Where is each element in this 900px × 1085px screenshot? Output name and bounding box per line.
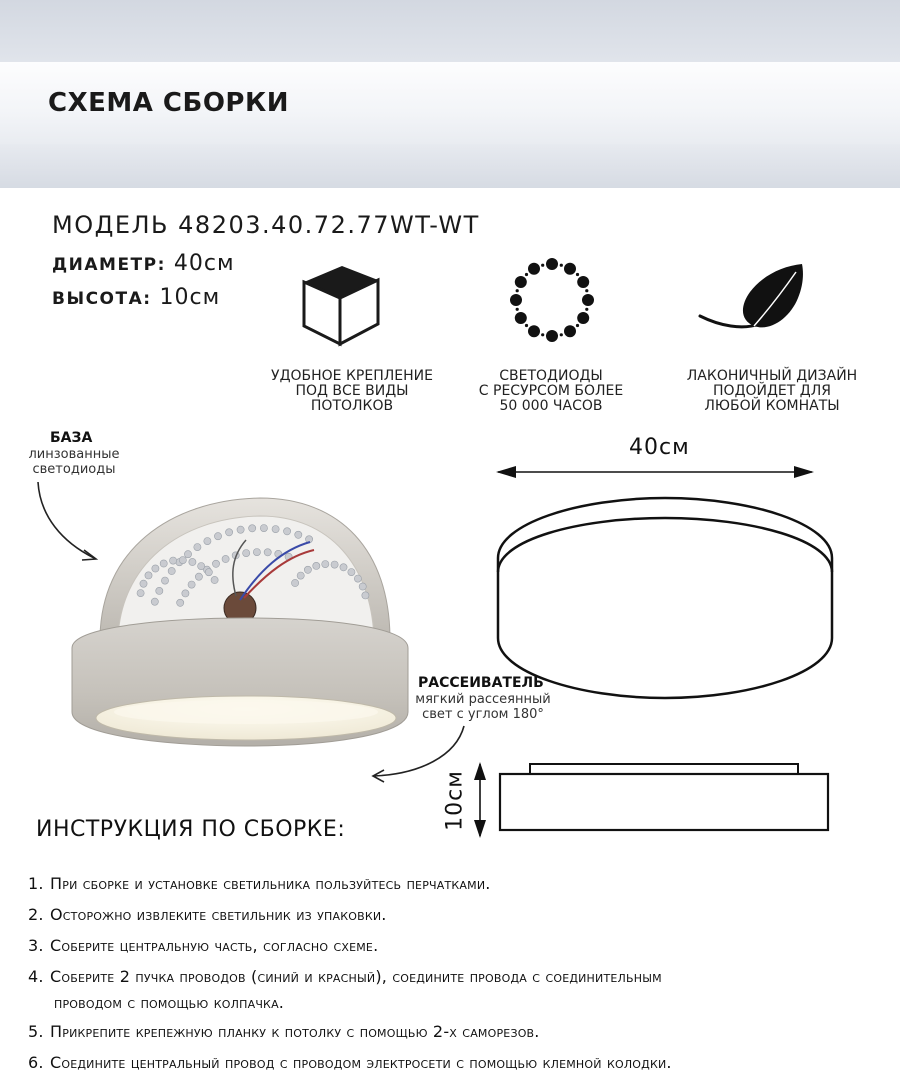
- lens-led: [354, 575, 361, 582]
- step-number: 5.: [28, 1022, 44, 1041]
- lens-led: [226, 529, 233, 536]
- lens-led: [152, 565, 159, 572]
- lens-led: [348, 569, 355, 576]
- base-callout-line1: линзованные: [28, 447, 120, 462]
- lens-led: [137, 590, 144, 597]
- height-dimension-arrow: [468, 760, 492, 840]
- cube-icon: [300, 262, 380, 346]
- feature-design-line3: ЛЮБОЙ КОМНАТЫ: [704, 398, 840, 414]
- width-dimension-arrow: [494, 462, 816, 482]
- lens-led: [260, 525, 267, 532]
- lens-led: [292, 579, 299, 586]
- feature-design: [672, 369, 872, 414]
- lens-led: [222, 555, 229, 562]
- instruction-step-4: [28, 961, 894, 1016]
- feature-leds: [451, 369, 651, 414]
- led-ring-icon: [505, 256, 600, 346]
- led-dot: [528, 325, 540, 337]
- led-connector: [516, 308, 519, 311]
- led-dot: [515, 312, 527, 324]
- led-connector: [576, 273, 579, 276]
- lens-led: [198, 563, 205, 570]
- model-spec: МОДЕЛЬ 48203.40.72.77WT-WT: [52, 211, 480, 239]
- led-dot: [577, 276, 589, 288]
- led-dot: [577, 312, 589, 324]
- lens-led: [184, 551, 191, 558]
- instruction-step-1: [28, 868, 894, 899]
- led-connector: [585, 289, 588, 292]
- lens-led: [160, 560, 167, 567]
- led-dot: [510, 294, 522, 306]
- lens-led: [297, 572, 304, 579]
- diameter-label: ДИАМЕТР:: [52, 255, 166, 275]
- led-dot: [564, 263, 576, 275]
- base-callout-title: БАЗА: [50, 430, 93, 446]
- led-connector: [525, 324, 528, 327]
- lens-led: [179, 557, 186, 564]
- led-dot: [546, 258, 558, 270]
- lamp-side-drawing: [494, 760, 834, 834]
- step-text: Соедините центральный провод с проводом электросети с помощью клемной колодки.: [50, 1053, 672, 1072]
- led-connector: [516, 289, 519, 292]
- lens-led: [188, 581, 195, 588]
- height-spec: [52, 285, 220, 310]
- lens-led: [212, 560, 219, 567]
- lamp-outline-drawing: [488, 488, 842, 710]
- lens-led: [161, 577, 168, 584]
- lens-led: [151, 598, 158, 605]
- lens-led: [313, 562, 320, 569]
- lens-led: [295, 531, 302, 538]
- height-value: 10см: [151, 285, 221, 310]
- lens-led: [194, 544, 201, 551]
- diffuser-callout-line1: мягкий рассеянный: [415, 692, 551, 707]
- feature-leds-line2: С РЕСУРСОМ БОЛЕЕ: [478, 383, 624, 399]
- feature-mount-line1: УДОБНОЕ КРЕПЛЕНИЕ: [271, 368, 433, 384]
- lens-led: [243, 550, 250, 557]
- lens-led: [214, 533, 221, 540]
- diameter-spec: [52, 251, 235, 276]
- step-text: Прикрепите крепежную планку к потолку с помощью 2-х саморезов.: [50, 1022, 540, 1041]
- instructions-list: [28, 868, 894, 1078]
- feature-design-line1: ЛАКОНИЧНЫЙ ДИЗАЙН: [686, 368, 858, 384]
- led-connector: [541, 264, 544, 267]
- lens-led: [359, 583, 366, 590]
- led-dot: [515, 276, 527, 288]
- base-callout-line2: светодиоды: [32, 462, 116, 477]
- diffuser-callout-line2: свет с углом 180°: [422, 707, 544, 722]
- led-connector: [541, 333, 544, 336]
- lamp-illustration: [60, 490, 420, 760]
- feather-icon: [698, 262, 808, 338]
- height-label: ВЫСОТА:: [52, 289, 152, 309]
- feature-leds-line3: 50 000 ЧАСОВ: [499, 398, 603, 414]
- lens-led: [170, 557, 177, 564]
- lens-led: [205, 569, 212, 576]
- led-dot: [546, 330, 558, 342]
- led-connector: [576, 324, 579, 327]
- diameter-value: 40см: [165, 251, 235, 276]
- instruction-step-2: [28, 899, 894, 930]
- height-dimension-label: 10см: [442, 770, 468, 831]
- width-dimension-label: 40см: [629, 435, 690, 460]
- base-callout-text: [14, 447, 134, 477]
- step-number: 6.: [28, 1053, 44, 1072]
- step-number: 4.: [28, 967, 44, 986]
- led-dot: [528, 263, 540, 275]
- step-number: 1.: [28, 874, 44, 893]
- lens-led: [156, 587, 163, 594]
- lens-led: [145, 572, 152, 579]
- lens-led: [204, 538, 211, 545]
- lens-led: [340, 564, 347, 571]
- diffuser-callout-title: РАССЕИВАТЕЛЬ: [418, 675, 544, 691]
- lens-led: [168, 567, 175, 574]
- led-dot: [582, 294, 594, 306]
- instruction-step-5: [28, 1016, 894, 1047]
- lens-led: [331, 561, 338, 568]
- led-connector: [525, 273, 528, 276]
- lens-led: [177, 599, 184, 606]
- step-text: Соберите 2 пучка проводов (синий и красный), соедините провода с соединительным: [50, 967, 662, 986]
- led-connector: [560, 333, 563, 336]
- lens-led: [140, 580, 147, 587]
- feature-design-line2: ПОДОЙДЕТ ДЛЯ: [713, 383, 831, 399]
- led-connector: [585, 308, 588, 311]
- instruction-step-6: [28, 1047, 894, 1078]
- instructions-title: ИНСТРУКЦИЯ ПО СБОРКЕ:: [36, 817, 346, 842]
- lens-led: [182, 590, 189, 597]
- lens-led: [264, 549, 271, 556]
- lens-led: [253, 549, 260, 556]
- feature-mount-line3: ПОТОЛКОВ: [310, 398, 394, 414]
- lens-led: [322, 561, 329, 568]
- lens-led: [189, 558, 196, 565]
- lens-led: [272, 526, 279, 533]
- feature-leds-line1: СВЕТОДИОДЫ: [499, 368, 603, 384]
- feature-mount-line2: ПОД ВСЕ ВИДЫ: [295, 383, 409, 399]
- step-text: Соберите центральную часть, согласно схеме.: [50, 936, 379, 955]
- instruction-step-3: [28, 930, 894, 961]
- led-connector: [560, 264, 563, 267]
- step-number: 2.: [28, 905, 44, 924]
- lens-led: [362, 592, 369, 599]
- lens-led: [304, 566, 311, 573]
- step-text: При сборке и установке светильника пользуйтесь перчатками.: [50, 874, 491, 893]
- lens-led: [284, 528, 291, 535]
- page-title: СХЕМА СБОРКИ: [48, 88, 290, 118]
- lens-led: [237, 526, 244, 533]
- step-number: 3.: [28, 936, 44, 955]
- led-dot: [564, 325, 576, 337]
- lens-led: [211, 576, 218, 583]
- step-text: Осторожно извлеките светильник из упаковки.: [50, 905, 387, 924]
- lens-led: [195, 573, 202, 580]
- lens-led: [249, 525, 256, 532]
- step-text-continued: проводом с помощью колпачка.: [54, 993, 285, 1012]
- feature-mount: [252, 369, 452, 414]
